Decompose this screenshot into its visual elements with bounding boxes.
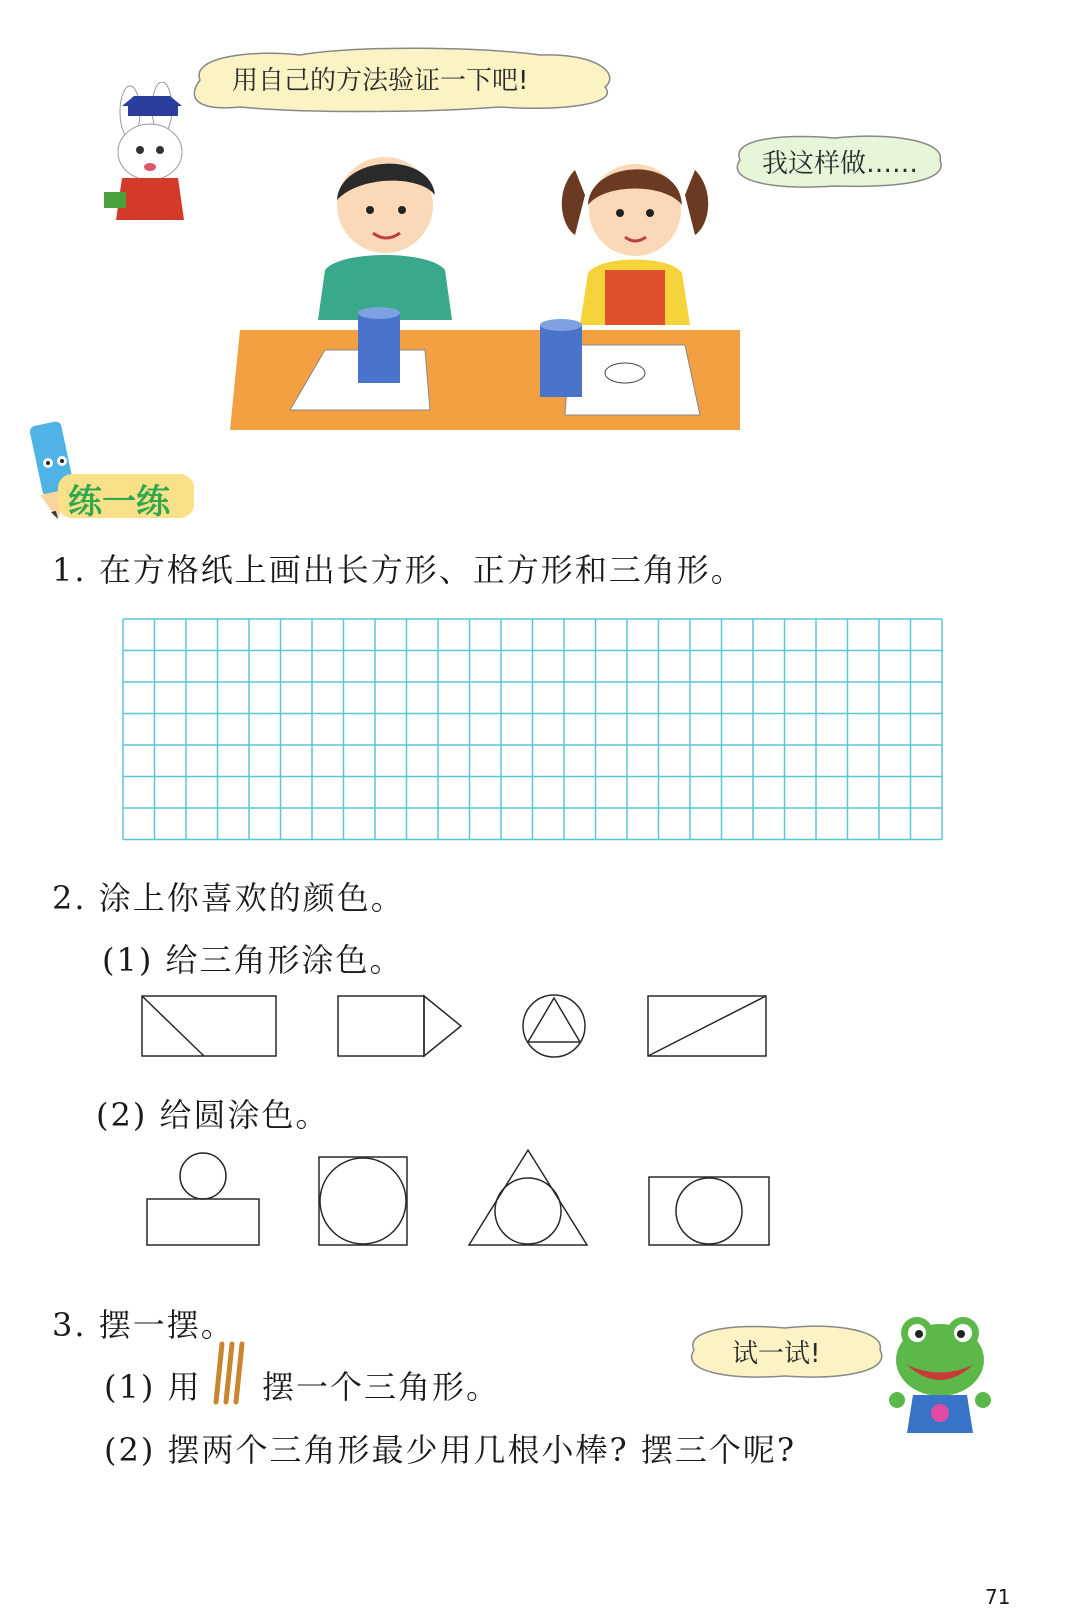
shape-circle-in-square [319,1157,407,1245]
shape-house-arrow [338,996,461,1056]
question-3-sub-2: (2) 摆两个三角形最少用几根小棒? 摆三个呢? [104,1431,796,1469]
triangle-shapes-row [138,992,778,1062]
rabbit-speech-text: 用自己的方法验证一下吧! [232,66,529,96]
question-3-sub-1-suffix: 摆一个三角形。 [262,1368,501,1406]
question-3: 3. 摆一摆。 [52,1306,235,1344]
shape-circle-in-triangle [469,1150,587,1245]
girl-speech-text: 我这样做…… [762,149,919,179]
children-illustration [230,145,750,445]
question-2-sub-2: (2) 给圆涂色。 [96,1096,330,1134]
question-2-sub-1: (1) 给三角形涂色。 [102,941,404,979]
frog-mascot-icon [885,1315,995,1440]
shape-circle-on-rect [147,1153,259,1245]
shape-rect-diagonal-1 [142,996,276,1056]
question-2: 2. 涂上你喜欢的颜色。 [52,879,405,917]
shape-circle-in-rect [649,1177,769,1245]
question-3-sub-1-prefix: (1) 用 [104,1368,202,1406]
sticks-icon [208,1340,248,1406]
rabbit-mascot-icon [100,82,210,232]
frog-speech-text: 试一试! [732,1339,821,1369]
circle-shapes-row [143,1148,783,1250]
shape-circle-triangle [523,995,585,1057]
grid-paper [122,618,944,842]
section-label: 练一练 [68,482,170,522]
question-1: 1. 在方格纸上画出长方形、正方形和三角形。 [52,551,745,589]
shape-rect-diagonal-2 [648,996,766,1056]
paper-right [565,345,700,415]
page-number: 71 [985,1585,1011,1609]
